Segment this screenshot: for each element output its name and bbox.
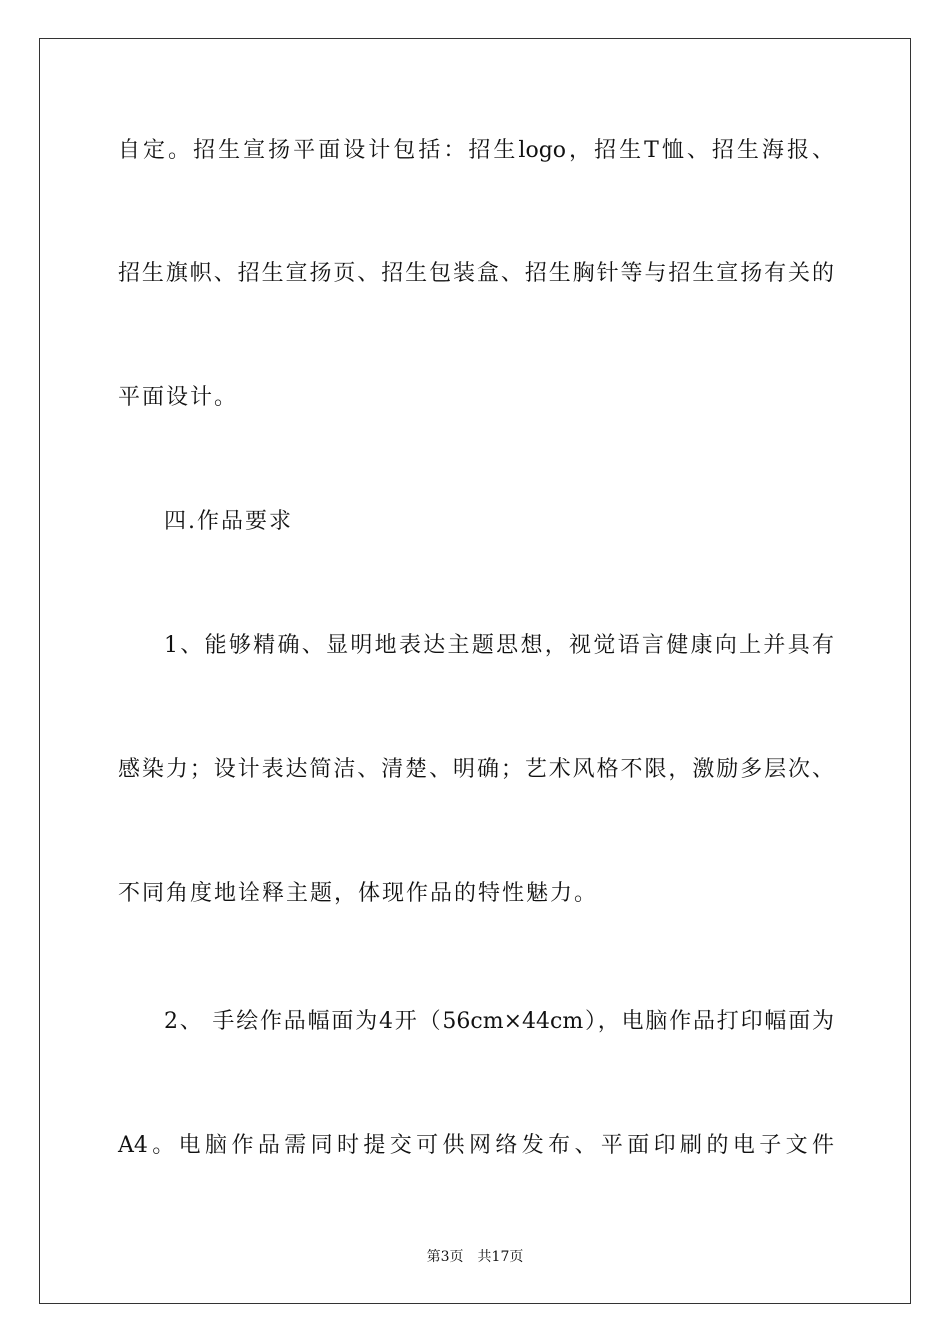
paragraph-line: 平面设计。 [118,385,239,410]
paragraph-line: 感染力；设计表达简洁、清楚、明确；艺术风格不限，激励多层次、 [118,757,834,782]
paragraph-line: 自定。招生宣扬平面设计包括：招生logo，招生T恤、招生海报、 [118,138,834,163]
page-footer [0,1247,950,1267]
paragraph-line: 不同角度地诠释主题，体现作品的特性魅力。 [118,881,599,906]
total-pages: 共17页 [477,1249,524,1265]
section-heading: 四.作品要求 [164,509,293,534]
paragraph-line: A4。电脑作品需同时提交可供网络发布、平面印刷的电子文件 [118,1133,834,1158]
page-number: 第3页 [426,1249,464,1265]
paragraph-line: 2、 手绘作品幅面为4开（56cm×44cm），电脑作品打印幅面为 [164,1009,834,1034]
paragraph-line: 1、能够精确、显明地表达主题思想，视觉语言健康向上并具有 [164,633,834,658]
page-frame [39,38,911,1304]
paragraph-line: 招生旗帜、招生宣扬页、招生包装盒、招生胸针等与招生宣扬有关的 [118,261,834,286]
